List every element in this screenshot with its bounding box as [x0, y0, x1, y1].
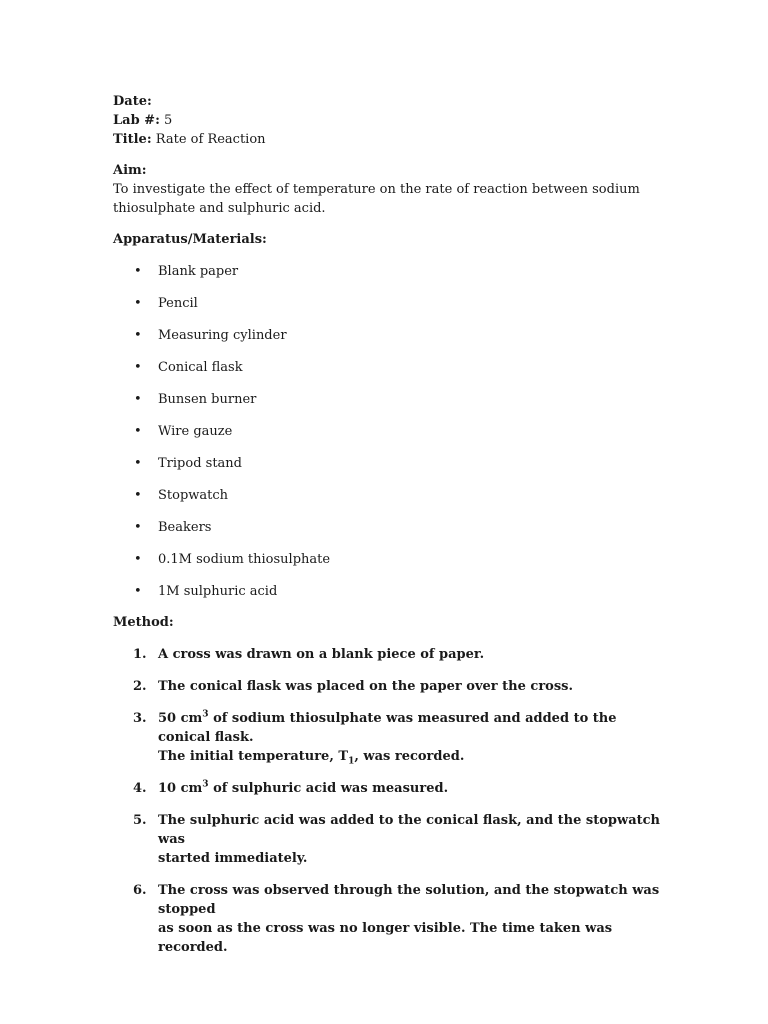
list-item: • 1M sulphuric acid	[134, 584, 278, 599]
method-step-2: 2. The conical flask was placed on the paper over the cross.	[133, 679, 574, 694]
list-item: • Blank paper	[134, 264, 239, 279]
list-item: • Measuring cylinder	[134, 328, 287, 343]
title-line	[113, 130, 673, 149]
bullet-icon: •	[134, 584, 142, 599]
list-item: • Conical flask	[134, 360, 243, 375]
aim-text-line-2: thiosulphate and sulphuric acid.	[113, 201, 326, 216]
bullet-icon: •	[134, 552, 142, 567]
aim-heading: Aim:	[113, 163, 147, 178]
list-item: • Pencil	[134, 296, 198, 311]
list-item: • Tripod stand	[134, 456, 242, 471]
method-step-4: 4. 10 $cm^3$ of sulphuric acid was measured.	[133, 779, 449, 796]
bullet-icon: •	[134, 424, 142, 439]
title-value: Rate of Reaction	[155, 132, 266, 147]
lab-number-value: 5	[164, 113, 173, 128]
aim-text-line-1: To investigate the effect of temperature on the rate of reaction between sodium	[113, 182, 640, 197]
list-item: • Stopwatch	[134, 488, 229, 503]
date-line	[113, 92, 673, 111]
title-label: Title:	[113, 132, 152, 147]
list-item: • Bunsen burner	[134, 392, 257, 407]
bullet-icon: •	[134, 520, 142, 535]
method-steps	[113, 645, 673, 957]
method-step-1: 1. A cross was drawn on a blank piece of paper.	[133, 647, 485, 662]
apparatus-heading: Apparatus/Materials:	[113, 232, 267, 247]
lab-number-line	[113, 111, 673, 130]
method-step-6: 6. The cross was observed through the solution, and the stopwatch was stopped as soon as the cross was no longer visible. The time taken was recorded.	[133, 883, 660, 955]
method-step-3: 3. 50 $cm^3$ of sodium thiosulphate was measured and added to the conical flask. The initial temperature, $T_1$, was recorded.	[133, 709, 617, 767]
lab-report-page	[113, 92, 673, 957]
bullet-icon: •	[134, 488, 142, 503]
date-label: Date:	[113, 94, 152, 109]
list-item: • 0.1M sodium thiosulphate	[134, 552, 331, 567]
bullet-icon: •	[134, 456, 142, 471]
method-step-5: 5. The sulphuric acid was added to the conical flask, and the stopwatch was started immediately.	[133, 813, 660, 866]
bullet-icon: •	[134, 264, 142, 279]
list-item: • Wire gauze	[134, 424, 233, 439]
bullet-icon: •	[134, 328, 142, 343]
bullet-icon: •	[134, 392, 142, 407]
list-item: • Beakers	[134, 520, 212, 535]
bullet-icon: •	[134, 360, 142, 375]
lab-number-label: Lab #:	[113, 113, 160, 128]
method-heading: Method:	[113, 615, 174, 630]
bullet-icon: •	[134, 296, 142, 311]
apparatus-list	[113, 262, 673, 601]
